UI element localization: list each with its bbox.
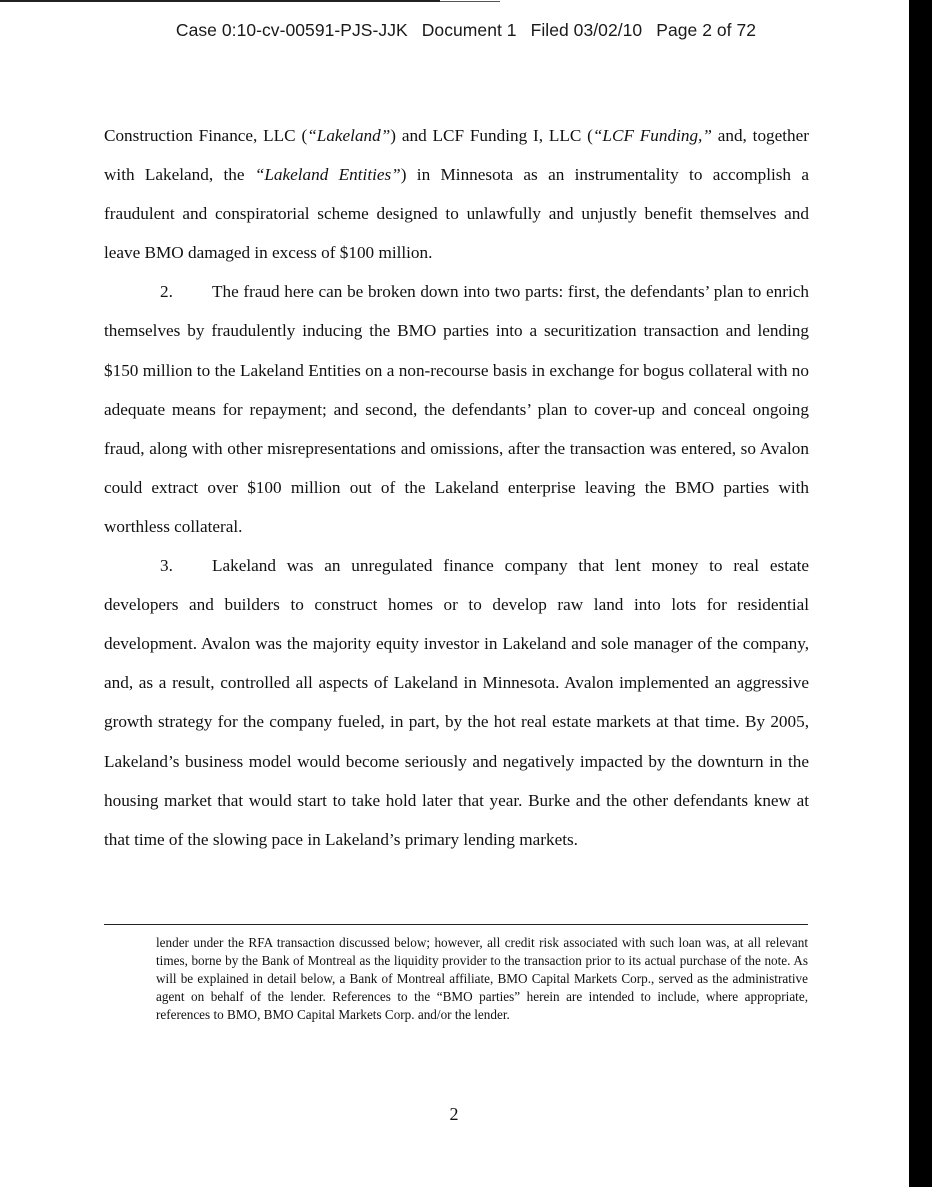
paragraph-number: 2. <box>160 282 173 302</box>
paragraph-continued <box>104 116 809 272</box>
document-number: Document 1 <box>421 20 517 40</box>
paragraph-3 <box>104 546 809 859</box>
scan-edge-line-secondary <box>440 1 500 2</box>
text-run: ) and LCF Funding I, LLC ( <box>390 126 593 145</box>
defined-term-lakeland-entities: “Lakeland Entities” <box>254 165 401 185</box>
filed-date: Filed 03/02/10 <box>530 20 643 40</box>
case-number: Case 0:10-cv-00591-PJS-JJK <box>175 20 408 40</box>
scan-right-border <box>909 0 932 1187</box>
paragraph-number: 3. <box>160 556 173 576</box>
text-run: Construction Finance, LLC ( <box>104 126 308 145</box>
paragraph-2 <box>104 272 809 546</box>
defined-term-lakeland: “Lakeland” <box>307 126 391 145</box>
defined-term-lcf-funding: “LCF Funding,” <box>592 126 712 145</box>
document-body <box>104 116 809 859</box>
text-run: ) in Minnesota as an instrumentality to accomplish a fraudulent and conspiratorial scheme designed to unlawfully and unjustly benefit themselves and leave BMO damaged in excess of $100 million. <box>104 165 809 263</box>
paragraph-text: Lakeland was an unregulated finance company that lent money to real estate developers and builders to construct homes or to develop raw land into lots for residential development. Avalon was the majority equity investor in Lakeland and sole manager of the company, and, as a result, controlled all aspects of Lakeland in Minnesota. Avalon implemented an aggressive growth strategy for the company fueled, in part, by the hot real estate markets at that time. By 2005, Lakeland’s business model would become seriously and negatively impacted by the downturn in the housing market that would start to take hold later that year. Burke and the other defendants knew at that time of the slowing pace in Lakeland’s primary lending markets. <box>104 556 809 849</box>
footnote-divider <box>104 924 808 925</box>
page-number: 2 <box>449 1104 459 1124</box>
paragraph-text: The fraud here can be broken down into two parts: first, the defendants’ plan to enrich themselves by fraudulently inducing the BMO parties into a securitization transaction and lending $150 million to the Lakeland Entities on a non-recourse basis in exchange for bogus collateral with no adequate means for repayment; and second, the defendants’ plan to cover-up and conceal ongoing fraud, along with other misrepresentations and omissions, after the transaction was entered, so Avalon could extract over $100 million out of the Lakeland enterprise leaving the BMO parties with worthless collateral. <box>104 282 809 536</box>
footnote: lender under the RFA transaction discussed below; however, all credit risk associated with such loan was, at all relevant times, borne by the Bank of Montreal as the liquidity provider to the transaction prior to its actual purchase of the note. As will be explained in detail below, a Bank of Montreal affiliate, BMO Capital Markets Corp., served as the administrative agent on behalf of the lender. References to the “BMO parties” herein are intended to include, where appropriate, references to BMO, BMO Capital Markets Corp. and/or the lender. <box>156 935 808 1023</box>
scan-edge-line <box>0 0 440 2</box>
case-header <box>0 20 932 41</box>
text-run: and, together with Lakeland, the <box>104 126 809 185</box>
page-count: Page 2 of 72 <box>656 20 757 40</box>
